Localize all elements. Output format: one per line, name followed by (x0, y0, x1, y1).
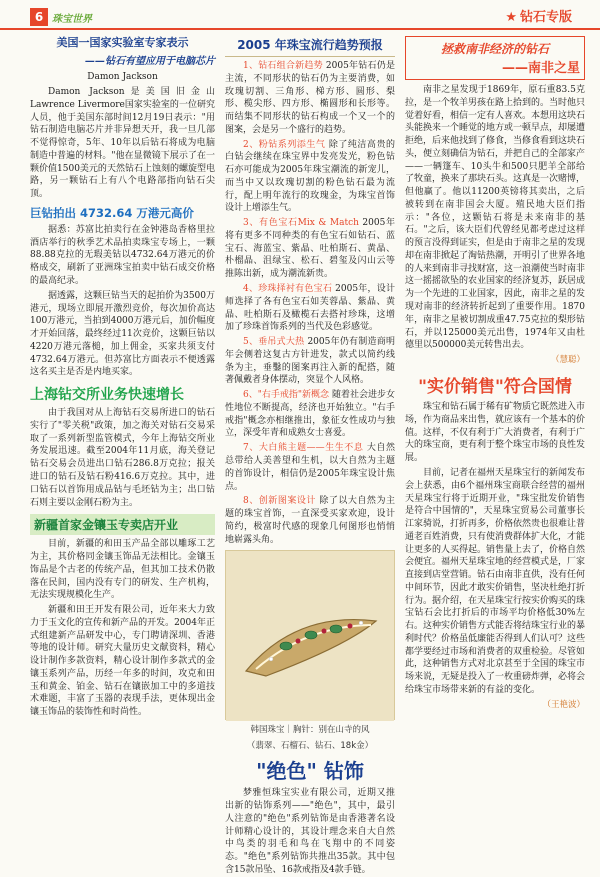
article1-paragraph: Damon Jackson是美国旧金山Lawrence Livermore国家实验室的一位研究人员，他于美国东部时间12月19日表示："用钻石制造电脑芯片并非异想天开，我一旦几部不觉得惊奇，5年、10年以后钻石将成为电脑制造中普遍的材料。"他在显微镜下展示了在一颗价值1500美元的天然钻石上蚀刻的螺旋型电路，另一颗钻石上有八个电路部指向钻石尖顶。 (30, 87, 215, 200)
trend-list (225, 60, 395, 546)
trend-item-text: 2005年，设计师选择了各有色宝石如芙蓉晶、紫晶、黄晶、吐柏斯石及橄榄石去搭衬珍珠，这增加了珍珠首饰系列的当代及色彩感觉。 (225, 284, 395, 333)
trend-item-text: 2005年仍有制造商明年会侧着这复古方针进发，款式以简约线条为主，垂鑿的图案再注入新的配搭，随著佩戴者身体摆动，突显个人风格。 (225, 337, 395, 386)
trend-item-label: 3、有色宝石Mix & Match (243, 218, 359, 229)
trend-item (225, 139, 395, 216)
section-tag (505, 6, 572, 25)
page-header (0, 0, 600, 30)
brooch-illustration (226, 551, 394, 721)
trend-item (225, 442, 395, 493)
trend-item (225, 495, 395, 546)
trend-item-label: 5、垂吊式大热 (243, 337, 305, 348)
article3-title: 上海钻交所业务快速增长 (30, 387, 184, 404)
trend-item-text: 除了以大自然为主题的珠宝首饰，一直深受买家欢迎，设计简约，极富时代感的现象几何图形也悄悄地崭露头角。 (225, 496, 395, 545)
south-africa-title: 拯救南非经济的钻石 (440, 42, 549, 56)
trend-item-label: 1、钻石组合新趋势 (243, 61, 323, 71)
trend-item-label: 4、珍珠择衬有色宝石 (243, 284, 333, 295)
article4-title: 新疆首家金镶玉专卖店开业 (30, 514, 215, 535)
photo-caption-line2: （翡翠、石榴石、钻石、18k金） (246, 741, 374, 752)
south-africa-paragraph: 南非之星发现于1869年，原石重83.5克拉，是一个牧羊男孩在路上拾到的。当时他只觉着好看，相信一定有人喜欢。本想用这块石头能换来一个睡觉的地方或一顿早点，却屡遭拒绝，后来他找到了修食，当修食看到这块石头，便立刻确信为钻石，并把自己的全部家产——一辆篷车、10头牛和500只肥羊全部给了牧童，换来了那块石头。这真是一次赌博，但他赢了。他以11200英镑将其卖出，之后被转到在南非国会大厦。殖民地大臣们指示："各位，这颗钻石将是未来南非的基石。"之后，该大臣们代曾经见都考虑过这样的预言没得到证实，但是由于南非之星的发现却在南非掀起了淘钻热潮，开明引了世界各地的人来到南非寻找财富，这一浪潮使当时南非这一摇摇欲坠的农业国家的经济复苏，跃居成为一个先进的工业国家，因此，南非之星的发现对南非的经济转折起到了重要作用。1870年，南非之星被切割成重47.75克拉的梨形钻石，并以125000美元出售，1974年又由杜德里以500000美元转售出去。 (405, 85, 586, 351)
juese-paragraph: 梦雅恒珠宝实业有限公司，近期又推出新的钻饰系列——"绝色"，其中，最引人注意的"绝色"系列钻饰是由香港著名设计师精心设计的，其设计理念来自大自然中鸟类的羽毛和鸟在飞翔中的不同姿态。"绝色"系列钻饰共推出35款。其中包含15款吊坠、16款戒指及4款手链。 (225, 788, 395, 875)
article2-paragraph: 据透露，这颗巨钻当天的起拍价为3500万港元，现场立即展开激烈竞价，每次加价高达100万港元，当拍到4000万港元后，加价幅度才开始回落，最终经过11次竞价，这颗巨钻以4220万港元落槌，加上佣金，买家共须支付4732.64万港元。但苏富比方面表示不便透露这名买主是否是内地买家。 (30, 290, 215, 378)
trend-item-label: 2、粉钻系列添生气 (243, 139, 326, 150)
article1-byline: Damon Jackson (87, 72, 158, 83)
trend-item-text: 除了纯洁高贵的白钻会继续在珠宝界中发亮发光，粉色钻石亦可能成为2005年珠宝潮流的新宠儿，而当中又以玫瑰切割的粉色钻石最为流行，配上明年流行的玫瑰金，为珠宝首饰设计上增添生气。 (225, 139, 395, 214)
jewelry-photo (225, 550, 395, 720)
left-column (30, 36, 215, 814)
real-price-paragraph: 珠宝和钻石属于稀有矿物质它既然进入市场，作为商品来出售，就应该有一个基本的价值。这样，不仅有利于广大消费者，有利于广大的珠宝商，更有利于整个珠宝市场的良性发展。 (405, 402, 586, 464)
south-africa-subtitle: ——南非之星 (501, 61, 580, 76)
article4-paragraph: 新疆和田王开发有限公司，近年来大力致力于玉文化的宣传和新产品的开发。2004年正式组建新产品研发中心，专门聘请深圳、香港等地的设计师。研究大量历史文献资料，精心设计制作多款资料，精心设计制作多款式的金镶玉系列产品，历经一年多的时间，攻克和田玉和黄金、铂金、钻石在镶嵌加工中的多道技术难题，丰富了玉器的表现手法，更体现出金镶玉饰品的装饰性和时尚性。 (30, 605, 215, 718)
trend-item-label: 8、创新图案设计 (243, 496, 316, 507)
article4-paragraph: 目前，新疆的和田玉产品全部以雕琢工艺为主，其价格同金镶玉饰品无法相比。金镶玉饰品是个古老的传统产品，但其加工技术仍散落在民间，国内没有专门的研发、生产机构，无法实现规模化生产。 (30, 539, 215, 601)
trend-item-text: 大自然总带给人美善望和生机，以大自然为主题的首饰设计，相信仍是2005年珠宝设计焦点。 (225, 443, 395, 492)
section-tag-label: 钻石专版 (519, 10, 572, 25)
article3-paragraph: 由于我国对从上海钻石交易所进口的钻石实行了"零关税"政策，加之海关对钻石交易采取了一系列新型监管模式，今年上海钻交所业务发展迅速。截至2004年11月底，海关登记钻石交易会员进出口钻石286.8万克拉；报关进口的钻石及钻石粉416.6万克拉。其中，进口钻石以首饰用成品钻与毛坯钻为主；出口钻石则主要以金刚石粉为主。 (30, 408, 215, 508)
trend-item-label: 7、大白熊主题——生生不息 (243, 443, 364, 454)
real-price-title: "实价销售"符合国情 (418, 377, 572, 398)
juese-title: "绝色" 钻饰 (256, 759, 364, 784)
south-africa-signature: （慧聪） (550, 355, 585, 366)
trend-item-label: 6、"右手戒指"新概念 (243, 390, 330, 401)
trend-item (225, 389, 395, 440)
trend-title: 2005 年珠宝流行趋势预报 (225, 36, 395, 57)
trend-item-text: 2005年钻石仍是主流，不同形状的钻石仍为主要消费，如玫瑰切割、三角形、梯方形、圆形、梨形、榄尖形、四方形、椭圆形和长形等。而结集不同形状的钻石构成一个又一个的图案，会是另一个盛行的趋势。 (225, 61, 395, 135)
magazine-logo: 珠宝世界 (52, 14, 92, 25)
article1-subtitle: ——钻石有望应用于电脑芯片 (85, 56, 215, 68)
star-icon: ★ (505, 10, 517, 25)
photo-caption-line1: 韩国珠宝｜胸针：别在山寺的风 (250, 725, 370, 736)
trend-item (225, 336, 395, 387)
article1-title: 美国一国家实验室专家表示 (56, 36, 189, 49)
trend-item-text: 2005年将有更多不同种类的有色宝石如钻石、蓝宝石、海蓝宝、紫晶、吐柏斯石、黄晶、朴榴晶、沮绿宝、松石、碧玺及闪山云等推陈出新，成为潮流新贵。 (225, 218, 395, 280)
article2-title: 巨钻拍出 4732.64 万港元高价 (30, 205, 194, 220)
article2-paragraph: 据悉：苏富比拍卖行在金钟港岛香格里拉酒店举行的秋季艺术品拍卖珠宝专场上，一颗88.88克拉的无瑕美钻以4732.64万港元的价格成交，刷新了亚洲珠宝拍卖中钻石成交价格的最高纪录。 (30, 224, 215, 287)
trend-item (225, 217, 395, 281)
real-price-signature: （王艳波） (542, 699, 585, 710)
real-price-paragraph: 目前，记者在福州天星珠宝行的新闻发布会上获悉，由6个福州珠宝商联合经营的福州天星珠宝行将于近期开业，"珠宝批发价销售是符合中国情的"，天星珠宝贸易公司董事长江家骑说，打折再多，价格依然贵也很难让普通老百姓消费，只有使消费群体扩大化，才能让更多的人买得起。销售量上去了，价格自然会便宜。福州天星珠宝地的经营模式是，厂家直接到店堂营销。钻石由南非直供，没有任何中间环节，因此才敢实价销售，坚决杜绝打折行为。据介绍，在天星珠宝行按实价购买的珠宝钻石会比打折后的市场平均价格低30%左右。这种实价销售方式能否将结珠宝行业的暴利时代？价格虽低廉能否得到人们认可？这些都学要经过市场和消费者的双重检验。尽管如此，这种销售方式对北京甚至于全国的珠宝市场来说，无疑是投入了一枚重磅炸弹，必将会给珠宝市场带来新的有益的变化。 (405, 467, 586, 695)
right-column (405, 36, 585, 814)
page-number: 6 (30, 8, 48, 26)
south-africa-title-box (405, 36, 585, 80)
trend-item-text: 随着社会进步女性地位不断提高，经济也开始独立。"右手戒指"概念亦相继推出，象征女性成功与独立，深受年青和成熟女士喜爱。 (225, 390, 395, 439)
trend-item (225, 60, 395, 137)
trend-item (225, 283, 395, 334)
middle-column (225, 36, 395, 875)
